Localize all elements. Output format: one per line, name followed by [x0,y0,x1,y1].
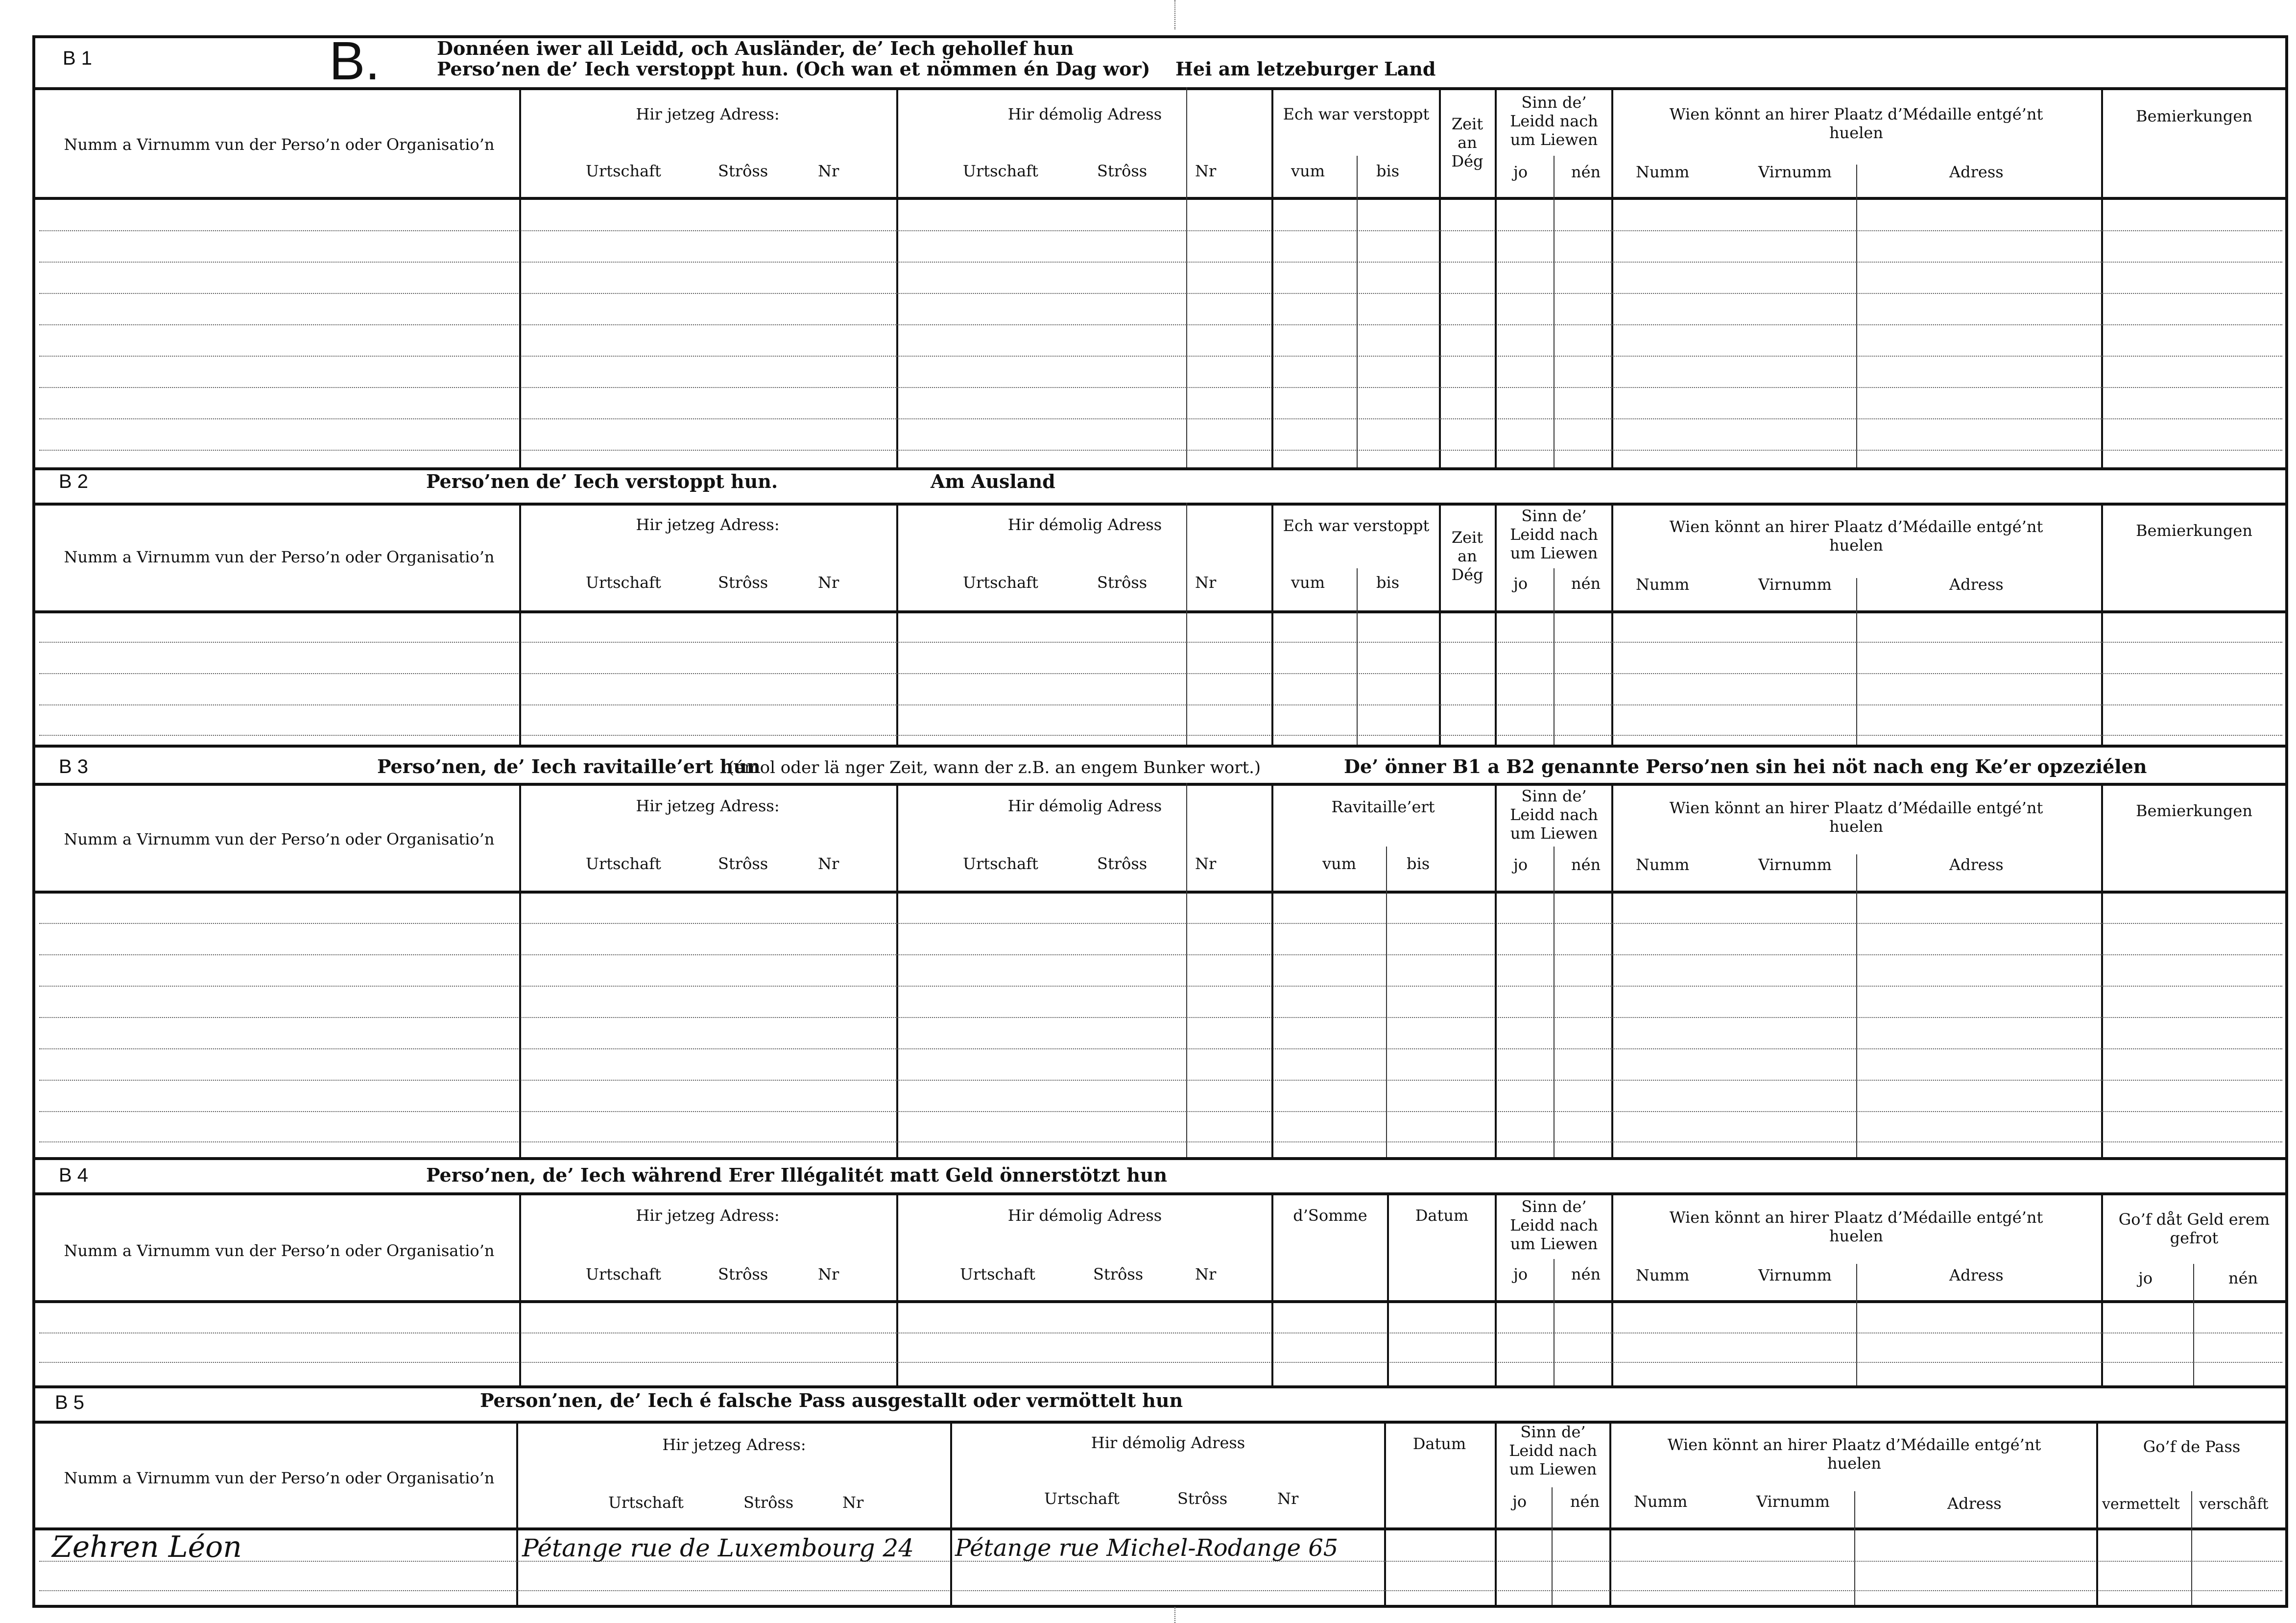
b2-header-from: vum [1291,573,1325,592]
b5-entry-name[interactable]: Zehren Léon [52,1530,242,1564]
b4-header-yes: jo [1513,1265,1528,1284]
b4-header-address: Adress [1949,1266,2004,1284]
b2-header-nr-then: Nr [1195,573,1217,592]
b2-header-address: Adress [1949,575,2004,594]
b3-header-yes: jo [1513,855,1528,874]
b1-header-street: Strôss [718,162,768,180]
b4-title: Perso’nen, de’ Iech während Erer Illégalitét matt Geld önnerstötzt hun [426,1164,1168,1186]
b5-header-place: Urtschaft [608,1493,684,1512]
b5-entry-address-then[interactable]: Pétange rue Michel-Rodange 65 [955,1534,1339,1562]
b3-title: Perso’nen, de’ Iech ravitaille’ert hun [377,755,761,777]
b1-header-place: Urtschaft [586,162,661,180]
b2-header-to: bis [1376,573,1400,592]
b1-header-nr: Nr [818,162,839,180]
b5-header-addr-now: Hir jetzeg Adress: [662,1435,806,1454]
b5-header-passport: Go’f de Pass [2143,1437,2241,1456]
b3-header-street: Strôss [718,854,768,873]
b5-header-street: Strôss [743,1493,794,1512]
b1-header-yes: jo [1513,163,1528,181]
b5-header-medal: Wien könnt an hirer Plaatz d’Médaille entgé’nt huelen [1667,1435,2041,1473]
b1-title-line2: Perso’nen de’ Iech verstoppt hun. (Och wan et nömmen én Dag wor) [437,58,1150,80]
b1-header-nr-then: Nr [1195,162,1217,180]
b5-header-mediated: vermettelt [2102,1496,2180,1513]
b3-title2: De’ önner B1 a B2 genannte Perso’nen sin hei nöt nach eng Ke’er opzeziélen [1344,755,2147,777]
b1-header-name: Numm a Virnumm vun der Perso’n oder Organisatio’n [64,135,495,154]
b4-header-nr: Nr [818,1265,839,1284]
b1-header-addr-then: Hir démolig Adress [1007,105,1162,123]
section-code-b2: B 2 [59,471,89,492]
b1-header-duration: Zeit an Dég [1451,115,1483,170]
b4-header-money-no: nén [2228,1269,2258,1287]
b5-header-street-then: Strôss [1177,1489,1228,1508]
b2-header-duration: Zeit an Dég [1451,528,1483,584]
b1-header-surname: Numm [1636,163,1690,181]
b3-header-medal: Wien könnt an hirer Plaatz d’Médaille entgé’nt huelen [1669,799,2043,836]
b4-header-nr-then: Nr [1195,1265,1217,1284]
b3-header-nr-then: Nr [1195,854,1217,873]
b2-title: Perso’nen de’ Iech verstoppt hun. [426,470,778,492]
b5-header-addr-then: Hir démolig Adress [1091,1433,1245,1452]
b5-header-yes: jo [1512,1492,1527,1511]
b4-header-surname: Numm [1636,1266,1690,1284]
b4-header-name: Numm a Virnumm vun der Perso’n oder Organisatio’n [64,1241,495,1260]
b5-header-firstname: Virnumm [1756,1492,1830,1511]
b4-header-addr-then: Hir démolig Adress [1007,1206,1162,1225]
b5-header-nr-then: Nr [1277,1489,1299,1508]
b4-header-money-yes: jo [2138,1269,2153,1287]
b1-title-line3: Hei am letzeburger Land [1175,58,1436,80]
b5-header-surname: Numm [1634,1492,1688,1511]
b1-header-address: Adress [1949,163,2004,181]
b4-header-addr-now: Hir jetzeg Adress: [636,1206,780,1225]
b1-header-street-then: Strôss [1097,162,1148,180]
b3-header-to: bis [1407,854,1430,873]
b1-header-after-war: Sinn de’ Leidd nach um Liewen [1510,93,1598,149]
b1-header-place-then: Urtschaft [963,162,1038,180]
b3-header-addr-now: Hir jetzeg Adress: [636,797,780,815]
b1-header-firstname: Virnumm [1758,163,1832,181]
section-code-b1: B 1 [63,48,93,69]
section-code-b4: B 4 [59,1164,89,1186]
b4-header-street-then: Strôss [1093,1265,1144,1284]
b4-header-no: nén [1571,1265,1601,1284]
b2-header-no: nén [1571,574,1601,593]
b2-header-yes: jo [1513,574,1528,593]
b4-header-medal: Wien könnt an hirer Plaatz d’Médaille entgé’nt huelen [1669,1208,2043,1245]
b3-header-addr-then: Hir démolig Adress [1007,797,1162,815]
b4-header-after-war: Sinn de’ Leidd nach um Liewen [1510,1197,1598,1253]
b3-header-nr: Nr [818,854,839,873]
b4-header-street: Strôss [718,1265,768,1284]
b3-header-place-then: Urtschaft [963,854,1038,873]
b3-header-street-then: Strôss [1097,854,1148,873]
b3-header-name: Numm a Virnumm vun der Perso’n oder Organisatio’n [64,830,495,848]
b1-header-to: bis [1376,162,1400,180]
b3-header-from: vum [1322,854,1357,873]
b5-header-no: nén [1570,1492,1600,1511]
form-letter: B. [329,31,380,91]
b2-header-nr: Nr [818,573,839,592]
section-code-b3: B 3 [59,756,89,777]
b2-header-after-war: Sinn de’ Leidd nach um Liewen [1510,507,1598,562]
b4-header-sum: d’Somme [1293,1206,1367,1225]
b2-header-remarks: Bemierkungen [2136,521,2252,540]
b3-header-remarks: Bemierkungen [2136,801,2252,820]
b2-header-medal: Wien könnt an hirer Plaatz d’Médaille entgé’nt huelen [1669,517,2043,555]
b5-header-address: Adress [1947,1494,2002,1513]
b5-header-made: verschåft [2199,1496,2269,1513]
b1-header-medal: Wien könnt an hirer Plaatz d’Médaille entgé’nt huelen [1669,105,2043,142]
b2-header-hidden: Ech war verstoppt [1283,516,1430,535]
b2-header-street: Strôss [718,573,768,592]
b1-header-from: vum [1291,162,1325,180]
section-code-b5: B 5 [55,1392,85,1413]
b1-title-line1: Donnéen iwer all Leidd, och Ausländer, de’ Iech gehollef hun [437,37,1074,59]
b2-header-surname: Numm [1636,575,1690,594]
b5-header-date: Datum [1412,1434,1466,1453]
b1-header-addr-now: Hir jetzeg Adress: [636,105,780,123]
b2-header-name: Numm a Virnumm vun der Perso’n oder Organisatio’n [64,548,495,566]
b2-header-place: Urtschaft [586,573,661,592]
b5-header-name: Numm a Virnumm vun der Perso’n oder Organisatio’n [64,1469,495,1487]
b3-header-supplied: Ravitaille’ert [1331,798,1435,816]
b4-header-date: Datum [1415,1206,1469,1225]
b2-header-street-then: Strôss [1097,573,1148,592]
b3-header-no: nén [1571,855,1601,874]
b1-header-remarks: Bemierkungen [2136,107,2252,125]
b2-header-addr-then: Hir démolig Adress [1007,515,1162,534]
b4-header-place: Urtschaft [586,1265,661,1284]
b4-header-place-then: Urtschaft [960,1265,1035,1284]
b3-note: (émol oder lä nger Zeit, wann der z.B. an engem Bunker wort.) [728,758,1261,777]
b3-header-after-war: Sinn de’ Leidd nach um Liewen [1510,787,1598,843]
b5-header-after-war: Sinn de’ Leidd nach um Liewen [1509,1423,1597,1478]
b3-header-place: Urtschaft [586,854,661,873]
b2-header-place-then: Urtschaft [963,573,1038,592]
b3-header-firstname: Virnumm [1758,855,1832,874]
b5-header-nr: Nr [842,1493,864,1512]
b4-header-gave-money: Go’f dåt Geld erem gefrot [2118,1210,2270,1247]
b1-header-hidden: Ech war verstoppt [1283,105,1430,123]
b4-header-firstname: Virnumm [1758,1266,1832,1284]
b2-header-firstname: Virnumm [1758,575,1832,594]
b1-header-no: nén [1571,163,1601,181]
b2-title2: Am Ausland [931,470,1055,492]
b2-header-addr-now: Hir jetzeg Adress: [636,515,780,534]
b5-title: Person’nen, de’ Iech é falsche Pass ausgestallt oder vermöttelt hun [480,1389,1183,1411]
b3-header-surname: Numm [1636,855,1690,874]
b3-header-address: Adress [1949,855,2004,874]
b5-entry-address-now[interactable]: Pétange rue de Luxembourg 24 [522,1534,914,1562]
b5-header-place-then: Urtschaft [1044,1489,1120,1508]
